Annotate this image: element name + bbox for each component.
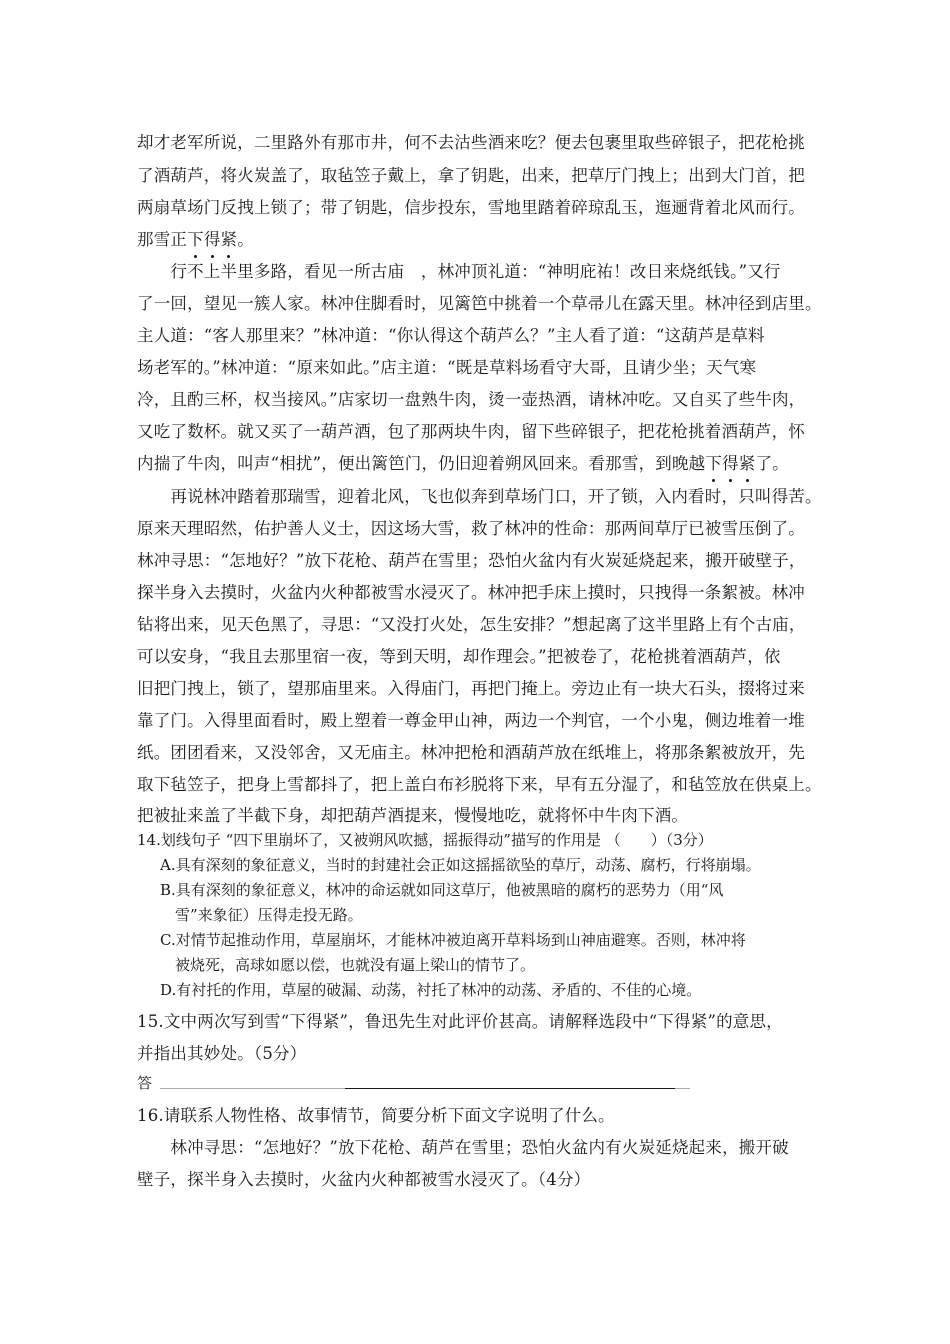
passage-line-emphasis [137,453,789,475]
passage-line: 了酒葫芦，将火炭盖了，取毡笠子戴上，拿了钥匙，出来，把草厅门拽上；出到大门首，把 [137,166,805,185]
emphasis-char: 紧 [220,230,238,249]
answer-label: 答 [137,1074,153,1092]
passage-line-emphasis [137,229,254,251]
question-14-stem: 14.划线句子 “四下里崩坏了，又被朔风吹撼，摇振得动”描写的作用是 （ ）（3分） [137,831,713,849]
question-14-option-c: C.对情节起推动作用，草屋崩坏，才能林冲被迫离开草料场到山神庙避寒。否则，林冲将 [160,931,746,949]
passage-line: 又吃了数杯。就又买了一葫芦酒，包了那两块牛肉，留下些碎银子，把花枪挑着酒葫芦，怀 [137,422,805,441]
passage-line: 了一回，望见一簇人家。林冲住脚看时，见篱笆中挑着一个草帚儿在露天里。林冲径到店里。 [137,294,822,313]
passage-line: 冷，且酌三杯，权当接风。”店家切一盘熟牛肉，烫一壶热酒，请林冲吃。又自买了些牛肉， [137,390,806,409]
passage-line: 林冲寻思：“怎地好？”放下花枪、葫芦在雪里；恐怕火盆内有火炭延烧起来，搬开破壁子， [137,551,806,570]
passage-line: 行不上半里多路，看见一所古庙 ，林冲顶礼道：“神明庇祐！改日来烧纸钱。”又行 [137,262,781,281]
passage-line: 再说林冲踏着那瑞雪，迎着北风，飞也似奔到草场门口，开了锁，入内看时，只叫得苦。 [137,487,822,506]
question-14-option-c-cont: 被烧死，高球如愿以偿，也就没有逼上梁山的情节了。 [160,956,536,974]
question-16-stem: 16.请联系人物性格、故事情节，简要分析下面文字说明了什么。 [137,1106,615,1125]
text-span: 那雪正 [137,230,188,249]
answer-line-underline [345,1088,675,1089]
passage-line: 钻将出来，见天色黑了，寻思：“又没打火处，怎生安排？”想起离了这半里路上有个古庙， [137,615,806,634]
question-15-line: 15.文中两次写到雪“下得紧”，鲁迅先生对此评价甚高。请解释选段中“下得紧”的意思， [137,1012,783,1031]
text-span: 了。 [755,454,789,473]
emphasis-char: 下 [705,454,723,473]
passage-line: 纸。团团看来，又没邻舍，又无庙主。林冲把枪和酒葫芦放在纸堆上，将那条絮被放开，先 [137,743,805,762]
passage-line: 场老军的。”林冲道：“原来如此。”店主道：“既是草料场看守大哥，且请少坐；天气寒 [137,358,757,377]
question-14-option-b: B.具有深刻的象征意义，林冲的命运就如同这草厅，他被黑暗的腐朽的恶势力（用“风 [160,881,724,899]
question-15-line: 并指出其妙处。（5分） [137,1044,307,1063]
passage-line: 却才老军所说，二里路外有那市井，何不去沽些酒来吃？便去包裹里取些碎银子，把花枪挑 [137,133,805,152]
question-14-option-d: D.有衬托的作用，草屋的破漏、动荡，衬托了林冲的动荡、矛盾的、不佳的心境。 [160,981,702,999]
passage-line: 可以安身，“我且去那里宿一夜，等到天明，却作理会。”把被卷了，花枪挑着酒葫芦，依 [137,647,781,666]
question-14-option-a: A.具有深刻的象征意义，当时的封建社会正如这摇摇欲坠的草厅，动荡、腐朽，行将崩塌。 [160,856,761,874]
passage-line: 旧把门拽上，锁了，望那庙里来。入得庙门，再把门掩上。旁边止有一块大石头，掇将过来 [137,679,805,698]
emphasis-char: 得 [722,454,739,473]
emphasis-char: 得 [203,230,221,249]
passage-line: 取下毡笠子，把身上雪都抖了，把上盖白布衫脱将下来，早有五分湿了，和毡笠放在供桌上。 [137,775,822,794]
question-16-quote: 壁子，探半身入去摸时，火盆内火种都被雪水浸灭了。（4分） [137,1170,591,1189]
text-span: 内揣了牛肉，叫声“相扰”，便出篱笆门，仍旧迎着朔风回来。看那雪，到晚越 [137,454,706,473]
question-16-quote: 林冲寻思：“怎地好？”放下花枪、葫芦在雪里；恐怕火盆内有火炭延烧起来，搬开破 [137,1138,789,1157]
passage-line: 靠了门。入得里面看时，殿上塑着一尊金甲山神，两边一个判官，一个小鬼，侧边堆着一堆 [137,711,805,730]
passage-line: 把被扯来盖了半截下身，却把葫芦酒提来，慢慢地吃，就将怀中牛肉下酒。 [137,806,689,825]
passage-line: 主人道：“客人那里来？”林冲道：“你认得这个葫芦么？”主人看了道：“这葫芦是草料 [137,326,765,345]
passage-line: 两扇草场门反拽上锁了；带了钥匙，信步投东，雪地里踏着碎琼乱玉，迤逦背着北风而行。 [137,198,805,217]
emphasis-char: 下 [187,230,204,249]
passage-line: 原来天理昭然，佑护善人义士，因这场大雪，救了林冲的性命：那两间草厅已被雪压倒了。 [137,519,805,538]
text-span: 。 [237,230,254,249]
passage-line: 探半身入去摸时，火盆内火种都被雪水浸灭了。林冲把手床上摸时，只拽得一条絮被。林冲 [137,583,805,602]
emphasis-char: 紧 [738,454,756,473]
question-14-option-b-cont: 雪”来象征）压得走投无路。 [160,906,363,924]
